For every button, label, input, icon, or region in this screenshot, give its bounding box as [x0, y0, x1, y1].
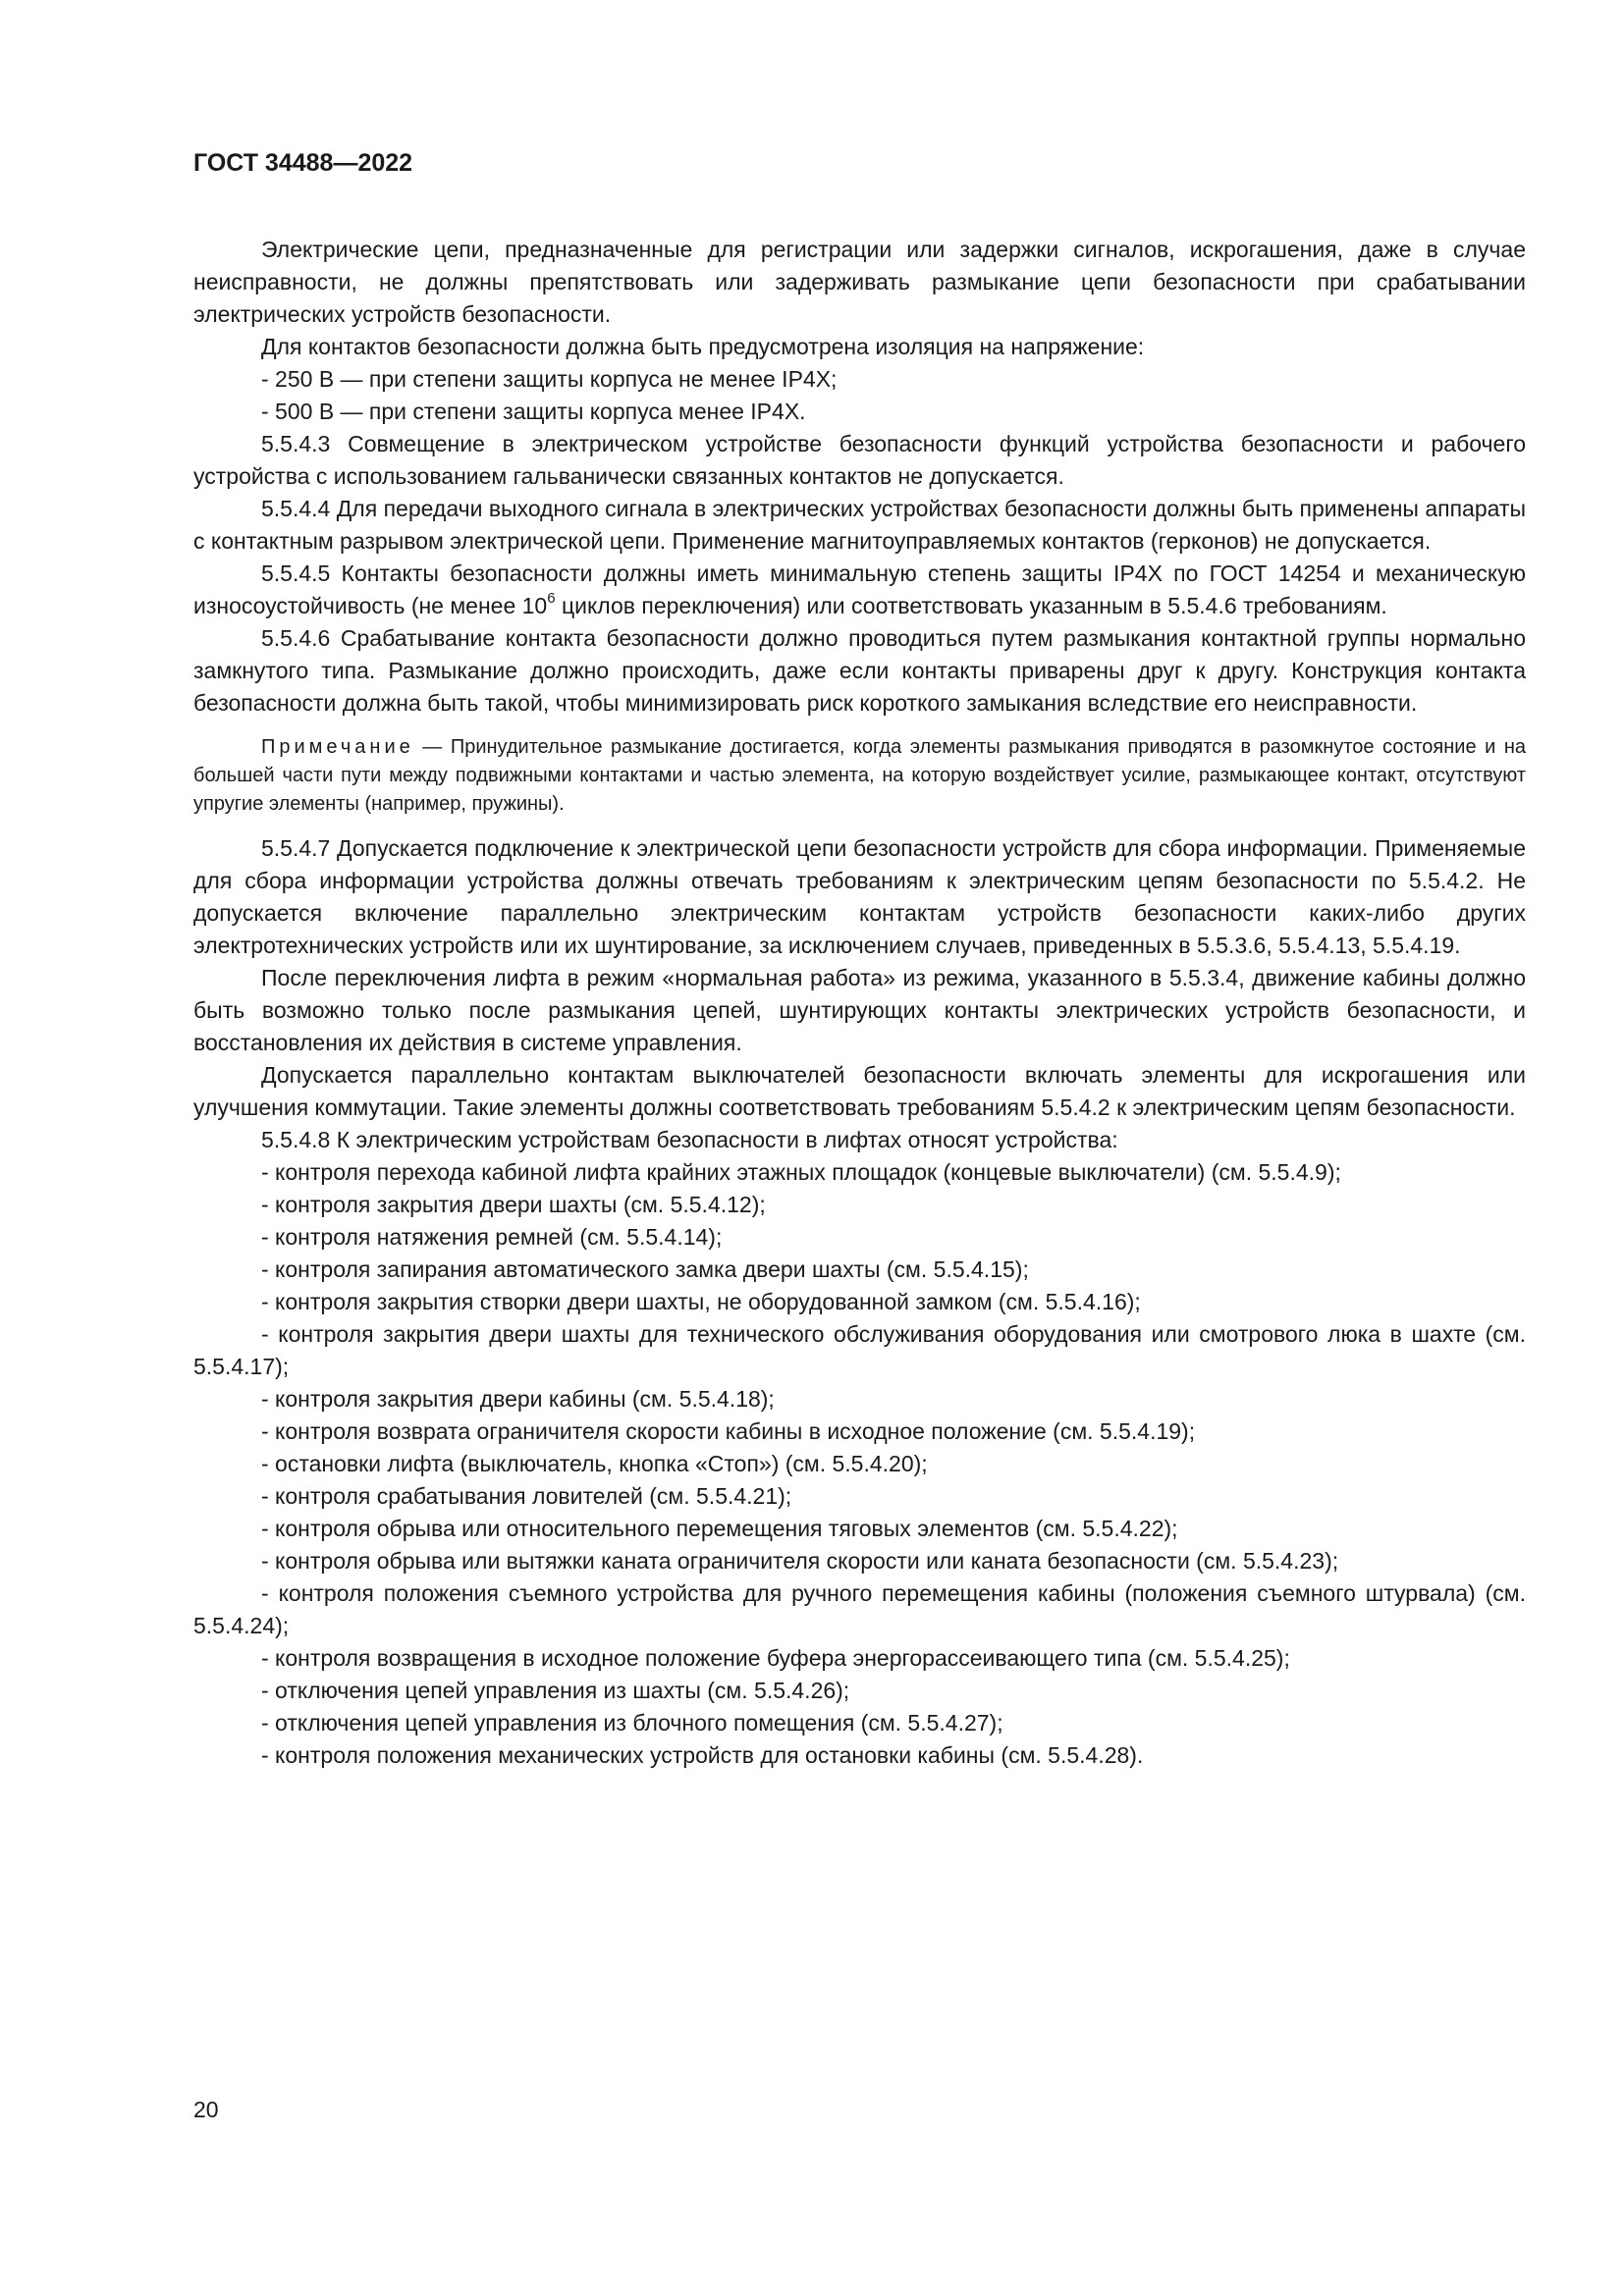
list-item: - контроля натяжения ремней (см. 5.5.4.14); [261, 1224, 723, 1250]
note [193, 733, 1526, 819]
list-item: - контроля закрытия двери кабины (см. 5.5.4.18); [261, 1386, 775, 1412]
clause-5-5-4-7: 5.5.4.7 Допускается подключение к электрической цепи безопасности устройств для сбора информации. Применяемые для сбора информации устройства должны отвечать требованиям к электрическим цепям безопасности по 5.5.4.2. Не допускается включение параллельно электрическим контактам устройств безопасности каких-либо других электротехнических устройств или их шунтирование, за исключением случаев, приведенных в 5.5.3.6, 5.5.4.13, 5.5.4.19. [193, 835, 1526, 958]
list-item: - контроля возвращения в исходное положение буфера энергорассеивающего типа (см. 5.5.4.25); [261, 1645, 1290, 1671]
list-item: - контроля обрыва или относительного перемещения тяговых элементов (см. 5.5.4.22); [261, 1516, 1178, 1541]
superscript: 6 [547, 590, 556, 608]
clause-5-5-4-4: 5.5.4.4 Для передачи выходного сигнала в электрических устройствах безопасности должны быть применены аппараты с контактным разрывом электрической цепи. Применение магнитоуправляемых контактов (герконов) не допускается. [193, 496, 1526, 554]
list-item: - контроля положения съемного устройства для ручного перемещения кабины (положения съемного штурвала) (см. 5.5.4.24); [193, 1580, 1526, 1638]
note-text: — Принудительное размыкание достигается, когда элементы размыкания приводятся в разомкнутое состояние и на большей части пути между подвижными контактами и частью элемента, на которую воздействует усилие, размыкающее контакт, отсутствуют упругие элементы (например, пружины). [193, 736, 1526, 815]
list-item: - отключения цепей управления из шахты (см. 5.5.4.26); [261, 1678, 850, 1703]
clause-5-5-4-6: 5.5.4.6 Срабатывание контакта безопасности должно проводиться путем размыкания контактной группы нормально замкнутого типа. Размыкание должно происходить, даже если контакты приварены друг к другу. Конструкция контакта безопасности должна быть такой, чтобы минимизировать риск короткого замыкания вследствие его неисправности. [193, 625, 1526, 716]
list-item: - контроля перехода кабиной лифта крайних этажных площадок (концевые выключатели) (см. 5.5.4.9); [261, 1159, 1341, 1185]
clause-5-5-4-5 [193, 558, 1526, 622]
list-item: - контроля закрытия створки двери шахты, не оборудованной замком (см. 5.5.4.16); [261, 1289, 1141, 1314]
document-body [193, 234, 1526, 1772]
list-item: - контроля возврата ограничителя скорости кабины в исходное положение (см. 5.5.4.19); [261, 1418, 1196, 1444]
list-item: - отключения цепей управления из блочного помещения (см. 5.5.4.27); [261, 1710, 1003, 1735]
list-item: - остановки лифта (выключатель, кнопка «Стоп») (см. 5.5.4.20); [261, 1451, 928, 1476]
document-header: ГОСТ 34488—2022 [193, 149, 413, 177]
list-item: - контроля срабатывания ловителей (см. 5.5.4.21); [261, 1483, 792, 1509]
list-item: - контроля положения механических устройств для остановки кабины (см. 5.5.4.28). [261, 1742, 1144, 1768]
paragraph: Электрические цепи, предназначенные для регистрации или задержки сигналов, искрогашения, даже в случае неисправности, не должны препятствовать или задерживать размыкание цепи безопасности при срабатывании электрических устройств безопасности. [193, 237, 1526, 327]
clause-text: циклов переключения) или соответствовать указанным в 5.5.4.6 требованиям. [555, 593, 1387, 618]
page-number: 20 [193, 2097, 219, 2122]
paragraph: Для контактов безопасности должна быть предусмотрена изоляция на напряжение: [261, 334, 1145, 359]
list-item: - контроля обрыва или вытяжки каната ограничителя скорости или каната безопасности (см. 5.5.4.23); [261, 1548, 1339, 1574]
clause-text: 5.5.4.5 Контакты безопасности должны иметь минимальную степень защиты IP4X по ГОСТ 14254 и механическую износоустойчивость (не менее 10 [193, 561, 1526, 618]
clause-5-5-4-3: 5.5.4.3 Совмещение в электрическом устройстве безопасности функций устройства безопасности и рабочего устройства с использованием гальванически связанных контактов не допускается. [193, 431, 1526, 489]
clause-5-5-4-8: 5.5.4.8 К электрическим устройствам безопасности в лифтах относят устройства: [261, 1127, 1118, 1152]
note-label: Примечание [261, 736, 414, 758]
paragraph: Допускается параллельно контактам выключателей безопасности включать элементы для искрогашения или улучшения коммутации. Такие элементы должны соответствовать требованиям 5.5.4.2 к электрическим цепям безопасности. [193, 1062, 1526, 1120]
list-item: - контроля запирания автоматического замка двери шахты (см. 5.5.4.15); [261, 1256, 1029, 1282]
list-item: - контроля закрытия двери шахты (см. 5.5.4.12); [261, 1192, 766, 1217]
list-item: - 250 В — при степени защиты корпуса не менее IP4X; [261, 366, 838, 392]
list-item: - 500 В — при степени защиты корпуса менее IP4X. [261, 399, 806, 424]
list-item: - контроля закрытия двери шахты для технического обслуживания оборудования или смотрового люка в шахте (см. 5.5.4.17); [193, 1321, 1526, 1379]
paragraph: После переключения лифта в режим «нормальная работа» из режима, указанного в 5.5.3.4, движение кабины должно быть возможно только после размыкания цепей, шунтирующих контакты электрических устройств безопасности, и восстановления их действия в системе управления. [193, 965, 1526, 1055]
